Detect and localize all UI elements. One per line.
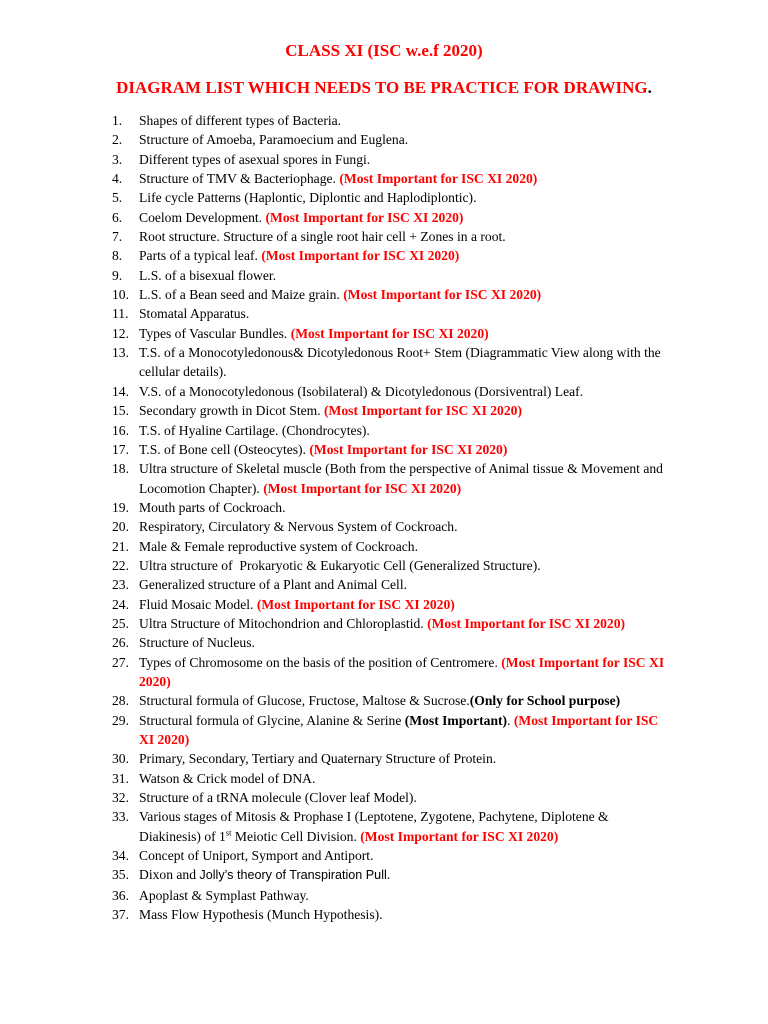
list-item-text: Primary, Secondary, Tertiary and Quaternary Structure of Protein.: [139, 751, 497, 767]
list-item: [112, 788, 672, 807]
list-item-number: 7.: [112, 229, 123, 245]
list-item: [112, 653, 672, 692]
importance-note: (Most Important for ISC XI 2020): [139, 654, 668, 689]
document-subtitle-text: DIAGRAM LIST WHICH NEEDS TO BE PRACTICE FOR DRAWING: [116, 78, 648, 97]
list-item-number: 21.: [112, 538, 129, 554]
list-item-number: 34.: [112, 848, 129, 864]
list-item-text: Apoplast & Symplast Pathway.: [139, 887, 309, 903]
list-item-text: Root structure. Structure of a single root hair cell + Zones in a root.: [139, 229, 506, 245]
list-item-text: Mass Flow Hypothesis (Munch Hypothesis).: [139, 907, 383, 923]
list-item: [112, 886, 672, 905]
list-item-number: 10.: [112, 287, 129, 303]
list-item: [112, 517, 672, 536]
diagram-list: [112, 111, 672, 924]
list-item-number: 18.: [112, 461, 129, 477]
list-item: [112, 130, 672, 149]
list-item: [112, 459, 672, 498]
importance-note: (Most Important for ISC XI 2020): [261, 248, 460, 264]
list-item: [112, 150, 672, 169]
list-item-number: 1.: [112, 113, 123, 128]
list-item: [112, 614, 672, 633]
list-item-number: 20.: [112, 519, 129, 535]
list-item-number: 9.: [112, 267, 123, 283]
list-item-number: 13.: [112, 345, 129, 361]
list-item: [112, 169, 672, 188]
importance-note: (Most Important for ISC XI 2020): [360, 828, 559, 844]
list-item-number: 11.: [112, 306, 129, 322]
list-item-text: Structure of a tRNA molecule (Clover leaf Model).: [139, 790, 417, 806]
emphasis-text: (Only for School purpose): [469, 693, 621, 709]
list-item-number: 17.: [112, 441, 129, 457]
importance-note: (Most Important for ISC XI 2020): [263, 480, 462, 496]
list-item: [112, 556, 672, 575]
list-item-number: 2.: [112, 132, 123, 148]
list-item-number: 25.: [112, 615, 129, 631]
list-item-number: 16.: [112, 422, 129, 438]
list-item-number: 30.: [112, 751, 129, 767]
list-item-text: T.S. of Bone cell (Osteocytes).: [139, 441, 310, 457]
ordinal-superscript: st: [225, 827, 232, 838]
list-item-number: 6.: [112, 209, 123, 225]
list-item-number: 3.: [112, 151, 123, 167]
list-item-number: 29.: [112, 712, 129, 728]
list-item-text: T.S. of a Monocotyledonous& Dicotyledonous Root+ Stem (Diagrammatic View along with the cellular details).: [139, 345, 665, 380]
list-item-number: 5.: [112, 190, 123, 206]
list-item: [112, 421, 672, 440]
list-item-text: Concept of Uniport, Symport and Antiport.: [139, 848, 374, 864]
list-item-text: Structural formula of Glucose, Fructose, Maltose & Sucrose.: [139, 693, 470, 709]
list-item: [112, 188, 672, 207]
list-item: [112, 401, 672, 420]
importance-note: (Most Important for ISC XI 2020): [139, 712, 662, 747]
list-item: [112, 711, 672, 750]
document-subtitle-period: .: [647, 78, 652, 97]
list-item: [112, 111, 672, 130]
list-item-text: .: [386, 867, 391, 883]
list-item-number: 35.: [112, 867, 129, 883]
list-item-number: 22.: [112, 557, 129, 573]
list-item-text: Types of Chromosome on the basis of the position of Centromere.: [139, 654, 502, 670]
list-item: [112, 537, 672, 556]
importance-note: (Most Important for ISC XI 2020): [339, 171, 538, 187]
list-item-text: V.S. of a Monocotyledonous (Isobilateral) & Dicotyledonous (Dorsiventral) Leaf.: [139, 383, 584, 399]
list-item-text: Different types of asexual spores in Fungi.: [139, 151, 371, 167]
document-subtitle: [0, 78, 768, 98]
list-item: [112, 246, 672, 265]
list-item-number: 28.: [112, 693, 129, 709]
list-item: [112, 266, 672, 285]
list-item: [112, 749, 672, 768]
list-item: [112, 807, 672, 846]
list-item-number: 23.: [112, 577, 129, 593]
list-item-number: 33.: [112, 809, 129, 825]
list-item-text: Structure of TMV & Bacteriophage.: [139, 171, 340, 187]
list-item-text: T.S. of Hyaline Cartilage. (Chondrocytes).: [139, 422, 370, 438]
list-item-number: 12.: [112, 325, 129, 341]
list-item-text: Jolly’s theory of Transpiration Pull: [199, 868, 387, 883]
list-item: [112, 846, 672, 865]
list-item-number: 37.: [112, 907, 129, 923]
importance-note: (Most Important for ISC XI 2020): [343, 287, 542, 303]
importance-note: (Most Important for ISC XI 2020): [265, 209, 464, 225]
list-item-text: Meiotic Cell Division.: [231, 828, 361, 844]
list-item-number: 15.: [112, 403, 129, 419]
list-item: [112, 905, 672, 924]
list-item-number: 31.: [112, 770, 129, 786]
list-item-text: Structure of Nucleus.: [139, 635, 255, 651]
list-item-text: L.S. of a bisexual flower.: [139, 267, 277, 283]
list-item-number: 24.: [112, 596, 129, 612]
list-item-text: Dixon and: [139, 867, 200, 883]
list-item-number: 14.: [112, 383, 129, 399]
list-item-text: Fluid Mosaic Model.: [139, 596, 257, 612]
list-item-number: 27.: [112, 654, 129, 670]
list-item-text: Ultra Structure of Mitochondrion and Chloroplastid.: [139, 615, 428, 631]
list-item-text: Stomatal Apparatus.: [139, 306, 250, 322]
list-item: [112, 575, 672, 594]
list-item-text: Ultra structure of Skeletal muscle (Both from the perspective of Animal tissue & Movement and Locomotion Chapter).: [139, 461, 667, 496]
list-item-text: Secondary growth in Dicot Stem.: [139, 403, 324, 419]
list-item-text: Life cycle Patterns (Haplontic, Diplontic and Haplodiplontic).: [139, 190, 477, 206]
list-item: [112, 227, 672, 246]
list-item: [112, 285, 672, 304]
list-item-text: Structure of Amoeba, Paramoecium and Euglena.: [139, 132, 409, 148]
list-item: [112, 382, 672, 401]
list-item: [112, 865, 672, 885]
list-item-text: Ultra structure of Prokaryotic & Eukaryotic Cell (Generalized Structure).: [139, 557, 541, 573]
list-item-number: 32.: [112, 790, 129, 806]
list-item-text: Mouth parts of Cockroach.: [139, 499, 286, 515]
list-item: [112, 498, 672, 517]
list-item: [112, 595, 672, 614]
list-item-text: Types of Vascular Bundles.: [139, 325, 291, 341]
list-item-text: Generalized structure of a Plant and Animal Cell.: [139, 577, 408, 593]
list-item: [112, 343, 672, 382]
list-item-text: .: [507, 712, 514, 728]
list-item-number: 19.: [112, 499, 129, 515]
list-item: [112, 691, 672, 710]
document-title: CLASS XI (ISC w.e.f 2020): [285, 41, 483, 60]
list-item-number: 8.: [112, 248, 123, 264]
list-item: [112, 633, 672, 652]
list-item-number: 4.: [112, 171, 123, 187]
list-item: [112, 440, 672, 459]
list-item: [112, 208, 672, 227]
list-item-text: L.S. of a Bean seed and Maize grain.: [139, 287, 344, 303]
list-item-text: Respiratory, Circulatory & Nervous System of Cockroach.: [139, 519, 458, 535]
list-item-text: Parts of a typical leaf.: [139, 248, 262, 264]
list-item-text: Male & Female reproductive system of Cockroach.: [139, 538, 418, 554]
list-item-text: Watson & Crick model of DNA.: [139, 770, 316, 786]
list-item: [112, 769, 672, 788]
importance-note: (Most Important for ISC XI 2020): [290, 325, 489, 341]
emphasis-text: (Most Important): [404, 712, 508, 728]
list-item-text: Shapes of different types of Bacteria.: [139, 113, 342, 128]
list-item-text: Various stages of Mitosis & Prophase I (Leptotene, Zygotene, Pachytene, Diplotene & Diakinesis) of 1: [139, 809, 613, 844]
importance-note: (Most Important for ISC XI 2020): [256, 596, 455, 612]
list-item-number: 36.: [112, 887, 129, 903]
list-item-text: Structural formula of Glycine, Alanine & Serine: [139, 712, 405, 728]
importance-note: (Most Important for ISC XI 2020): [309, 441, 508, 457]
importance-note: (Most Important for ISC XI 2020): [427, 615, 626, 631]
list-item: [112, 304, 672, 323]
list-item-number: 26.: [112, 635, 129, 651]
list-item-text: Coelom Development.: [139, 209, 266, 225]
list-item: [112, 324, 672, 343]
importance-note: (Most Important for ISC XI 2020): [324, 403, 522, 419]
